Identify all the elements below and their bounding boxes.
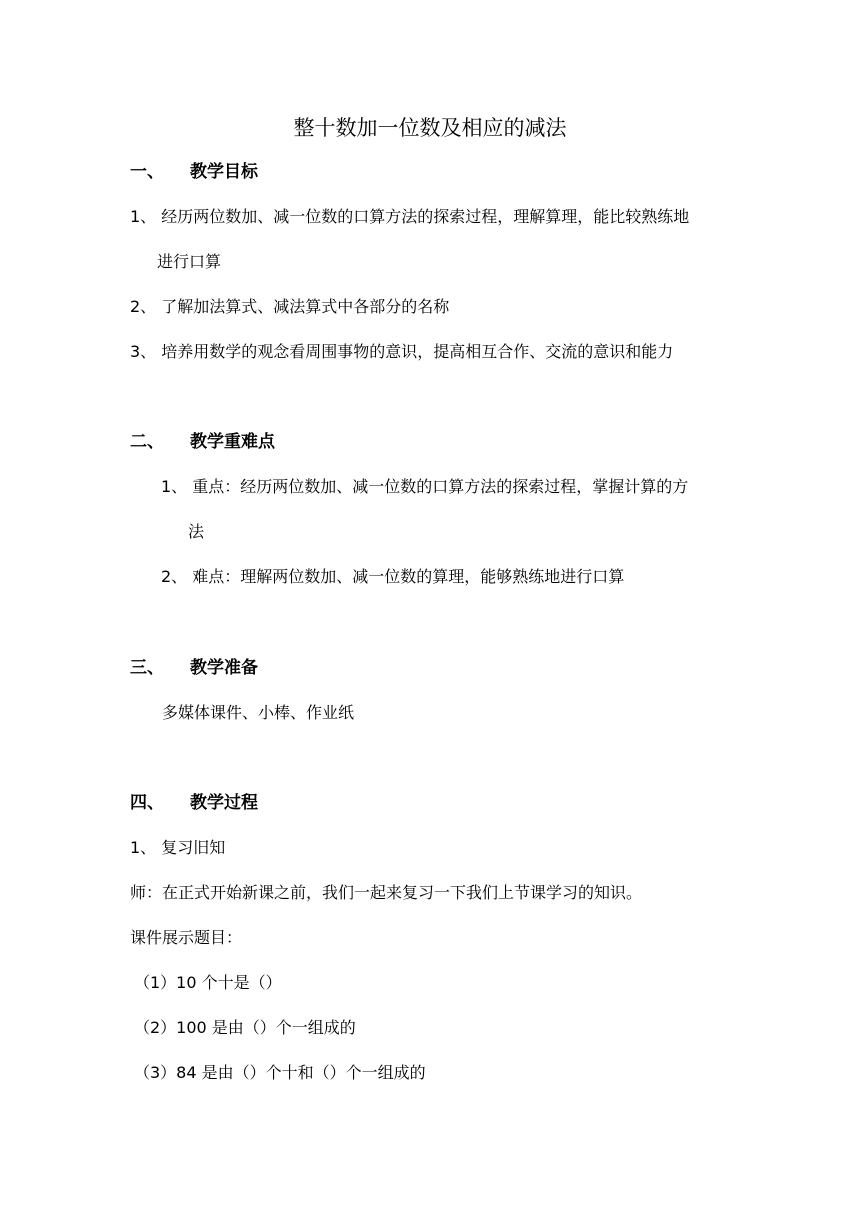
- document-title: 整十数加一位数及相应的减法: [293, 116, 567, 140]
- section-title: 教学重难点: [190, 432, 275, 452]
- section-number: 四、: [130, 793, 164, 813]
- section-number: 一、: [130, 162, 164, 182]
- section-title: 教学目标: [190, 162, 258, 182]
- section-title: 教学过程: [190, 793, 258, 813]
- paragraph: 多媒体课件、小棒、作业纸: [162, 703, 355, 722]
- list-item: 2、 难点：理解两位数加、减一位数的算理，能够熟练地进行口算: [161, 567, 625, 586]
- paragraph: 课件展示题目：: [130, 928, 243, 947]
- list-item: 2、 了解加法算式、减法算式中各部分的名称: [130, 297, 450, 316]
- section-title: 教学准备: [190, 658, 258, 678]
- list-item: 1、 经历两位数加、减一位数的口算方法的探索过程，理解算理，能比较熟练地: [130, 207, 690, 226]
- question-item: （1）10 个十是（）: [134, 973, 282, 992]
- question-item: （2）100 是由（）个一组成的: [134, 1018, 356, 1037]
- list-item-continuation: 进行口算: [157, 252, 222, 271]
- list-item-continuation: 法: [188, 522, 205, 541]
- list-item: 1、 重点：经历两位数加、减一位数的口算方法的探索过程，掌握计算的方: [161, 477, 689, 496]
- list-item: 1、 复习旧知: [130, 838, 226, 857]
- paragraph: 师：在正式开始新课之前，我们一起来复习一下我们上节课学习的知识。: [130, 883, 643, 902]
- section-number: 二、: [130, 432, 164, 452]
- question-item: （3）84 是由（）个十和（）个一组成的: [134, 1063, 426, 1082]
- section-number: 三、: [130, 658, 164, 678]
- list-item: 3、 培养用数学的观念看周围事物的意识，提高相互合作、交流的意识和能力: [130, 342, 674, 361]
